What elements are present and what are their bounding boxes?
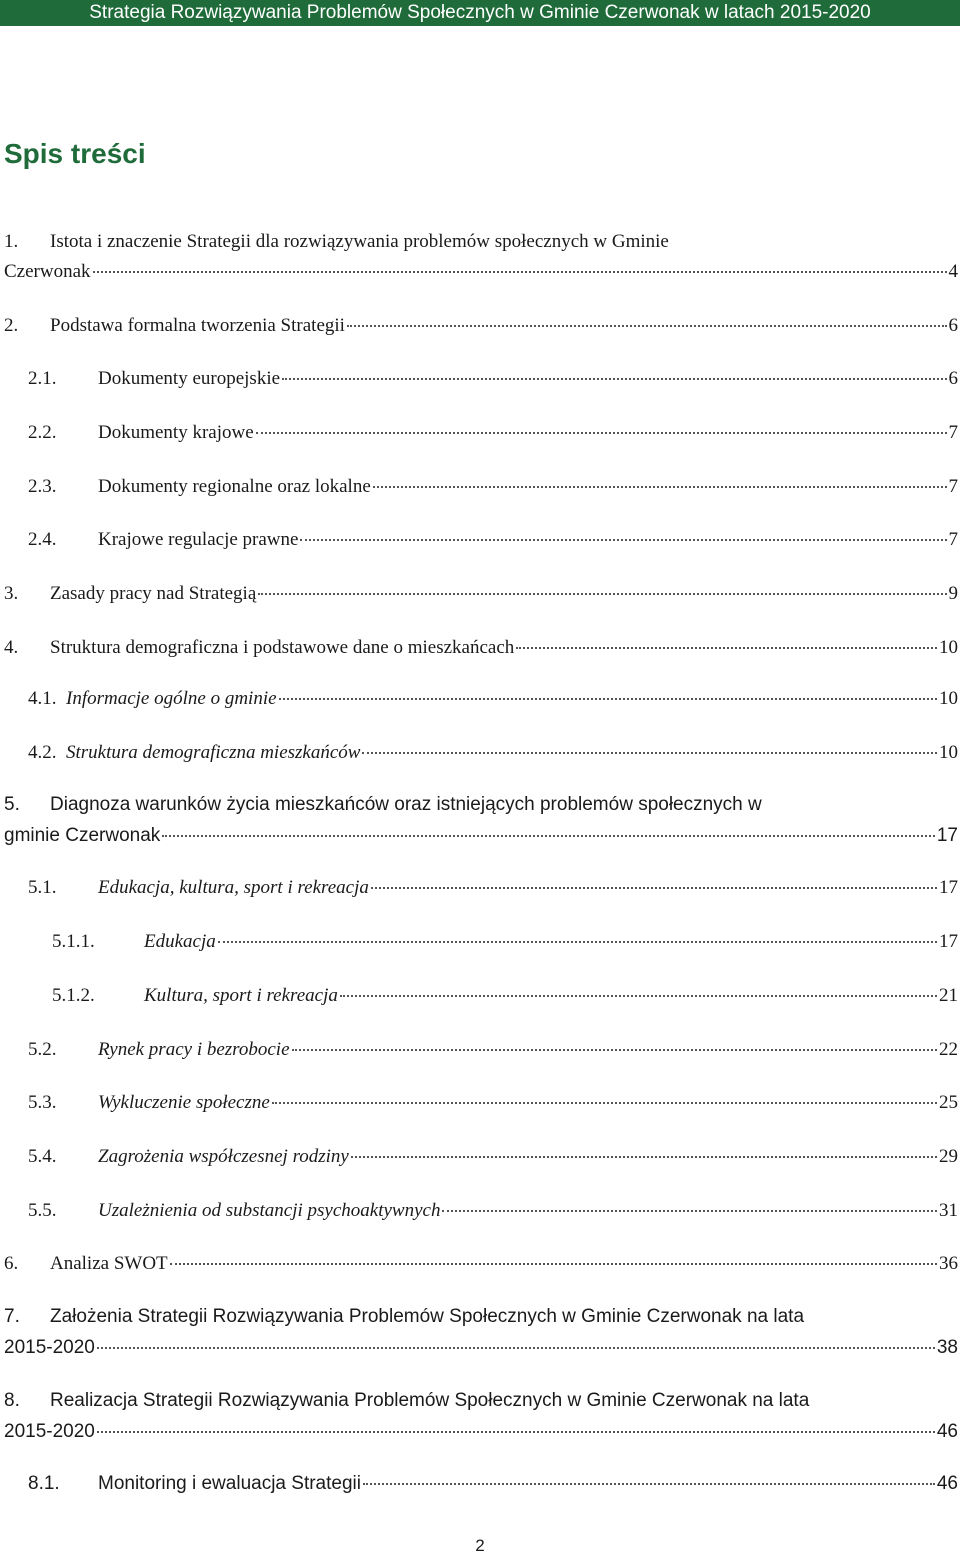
entry-label: Edukacja (144, 931, 216, 952)
leader-dots (93, 271, 947, 273)
toc-entry-8-line1[interactable] (4, 1388, 809, 1414)
toc-entry-5-4[interactable] (28, 1144, 958, 1170)
entry-number: 5.2. (28, 1039, 57, 1060)
toc-entry-3[interactable] (4, 581, 958, 607)
leader-dots (292, 1049, 937, 1051)
toc-entry-2-1[interactable] (28, 366, 958, 392)
entry-label: Dokumenty krajowe (98, 422, 254, 443)
leader-dots (162, 835, 935, 837)
toc-entry-8-1[interactable] (28, 1471, 958, 1497)
entry-number: 6. (4, 1253, 19, 1274)
entry-label-cont: 2015-2020 (4, 1337, 95, 1358)
leader-dots (373, 486, 947, 488)
toc-entry-1-line1[interactable] (4, 229, 669, 255)
entry-label: Analiza SWOT (50, 1253, 168, 1274)
entry-label: Uzależnienia od substancji psychoaktywnych (98, 1200, 441, 1221)
entry-number: 7. (4, 1306, 20, 1327)
entry-label: Struktura demograficzna i podstawowe dane o mieszkańcach (50, 637, 515, 658)
toc-entry-5-1-1[interactable] (52, 929, 958, 955)
entry-page: 17 (939, 931, 958, 952)
entry-label: Diagnoza warunków życia mieszkańców oraz istniejących problemów społecznych w (50, 794, 762, 815)
entry-label: Podstawa formalna tworzenia Strategii (50, 315, 345, 336)
toc-entry-4[interactable] (4, 635, 958, 661)
toc-entry-7-line1[interactable] (4, 1304, 804, 1330)
entry-page: 31 (939, 1200, 958, 1221)
entry-number: 5.3. (28, 1092, 57, 1113)
entry-page: 10 (939, 637, 958, 658)
leader-dots (362, 752, 937, 754)
entry-page: 36 (939, 1253, 958, 1274)
toc-entry-2-2[interactable] (28, 420, 958, 446)
leader-dots (300, 539, 946, 541)
entry-page: 25 (939, 1092, 958, 1113)
entry-page: 6 (948, 368, 958, 389)
entry-label-cont: 2015-2020 (4, 1421, 95, 1442)
toc-entry-2-3[interactable] (28, 474, 958, 500)
toc-entry-2-4[interactable] (28, 527, 958, 553)
entry-label: Istota i znaczenie Strategii dla rozwiązywania problemów społecznych w Gminie (50, 231, 669, 252)
toc-entry-7[interactable] (4, 1335, 958, 1361)
entry-label-cont: gminie Czerwonak (4, 825, 161, 846)
entry-label: Zasady pracy nad Strategią (50, 583, 257, 604)
entry-label: Edukacja, kultura, sport i rekreacja (98, 877, 369, 898)
entry-label: Realizacja Strategii Rozwiązywania Problemów Społecznych w Gminie Czerwonak na lata (50, 1390, 810, 1411)
page-number: 2 (475, 1536, 485, 1555)
toc-entry-5-1-2[interactable] (52, 983, 958, 1009)
toc-entry-5-3[interactable] (28, 1090, 958, 1116)
entry-label: Dokumenty regionalne oraz lokalne (98, 476, 371, 497)
entry-page: 38 (936, 1337, 958, 1358)
entry-page: 29 (939, 1146, 958, 1167)
entry-number: 5.1.1. (52, 931, 95, 952)
toc-entry-5-2[interactable] (28, 1037, 958, 1063)
leader-dots (282, 378, 946, 380)
entry-number: 2.1. (28, 368, 57, 389)
entry-number: 2. (4, 315, 19, 336)
toc-entry-5-5[interactable] (28, 1198, 958, 1224)
leader-dots (170, 1263, 937, 1265)
entry-label: Założenia Strategii Rozwiązywania Problemów Społecznych w Gminie Czerwonak na lata (50, 1306, 805, 1327)
entry-label-cont: Czerwonak (4, 261, 91, 282)
toc-entry-8[interactable] (4, 1419, 958, 1445)
entry-number: 1. (4, 231, 19, 252)
entry-number: 8.1. (28, 1473, 60, 1494)
entry-label: Informacje ogólne o gminie (66, 688, 277, 709)
entry-number: 4.1. (28, 688, 57, 709)
entry-page: 46 (936, 1473, 958, 1494)
entry-number: 5.1. (28, 877, 57, 898)
toc-entry-6[interactable] (4, 1251, 958, 1277)
leader-dots (97, 1347, 935, 1349)
entry-label: Zagrożenia współczesnej rodziny (98, 1146, 349, 1167)
entry-number: 8. (4, 1390, 20, 1411)
toc-entry-5-1[interactable] (28, 875, 958, 901)
entry-label: Wykluczenie społeczne (98, 1092, 270, 1113)
entry-page: 17 (936, 825, 958, 846)
leader-dots (97, 1431, 935, 1433)
toc-entry-4-2[interactable] (28, 740, 958, 766)
leader-dots (351, 1156, 937, 1158)
leader-dots (258, 593, 946, 595)
entry-page: 6 (948, 315, 958, 336)
entry-label: Rynek pracy i bezrobocie (98, 1039, 290, 1060)
entry-number: 5.4. (28, 1146, 57, 1167)
toc-entry-5-line1[interactable] (4, 792, 762, 818)
entry-number: 4.2. (28, 742, 57, 763)
entry-page: 4 (948, 261, 958, 282)
leader-dots (279, 698, 937, 700)
entry-number: 5. (4, 794, 20, 815)
leader-dots (442, 1210, 937, 1212)
toc-entry-5[interactable] (4, 823, 958, 849)
entry-page: 7 (948, 529, 958, 550)
entry-page: 10 (939, 688, 958, 709)
entry-number: 3. (4, 583, 19, 604)
entry-page: 17 (939, 877, 958, 898)
entry-label: Monitoring i ewaluacja Strategii (98, 1473, 361, 1494)
entry-page: 21 (939, 985, 958, 1006)
toc-entry-1[interactable] (4, 259, 958, 285)
entry-page: 10 (939, 742, 958, 763)
entry-number: 5.1.2. (52, 985, 95, 1006)
entry-page: 7 (948, 422, 958, 443)
leader-dots (340, 995, 937, 997)
entry-label: Krajowe regulacje prawne (98, 529, 299, 550)
entry-number: 5.5. (28, 1200, 57, 1221)
toc-title: Spis treści (4, 138, 146, 169)
leader-dots (218, 941, 937, 943)
entry-label: Dokumenty europejskie (98, 368, 281, 389)
leader-dots (371, 887, 937, 889)
entry-page: 46 (936, 1421, 958, 1442)
leader-dots (272, 1102, 937, 1104)
entry-label: Kultura, sport i rekreacja (144, 985, 338, 1006)
leader-dots (347, 325, 947, 327)
running-header: Strategia Rozwiązywania Problemów Społecznych w Gminie Czerwonak w latach 2015-2020 (89, 2, 871, 23)
toc-entry-4-1[interactable] (28, 686, 958, 712)
entry-number: 4. (4, 637, 19, 658)
toc-entry-2[interactable] (4, 313, 958, 339)
leader-dots (516, 647, 937, 649)
entry-page: 22 (939, 1039, 958, 1060)
entry-number: 2.4. (28, 529, 57, 550)
leader-dots (256, 432, 947, 434)
entry-number: 2.2. (28, 422, 57, 443)
entry-number: 2.3. (28, 476, 57, 497)
entry-page: 7 (948, 476, 958, 497)
entry-page: 9 (948, 583, 958, 604)
entry-label: Struktura demograficzna mieszkańców (66, 742, 361, 763)
leader-dots (363, 1483, 935, 1485)
